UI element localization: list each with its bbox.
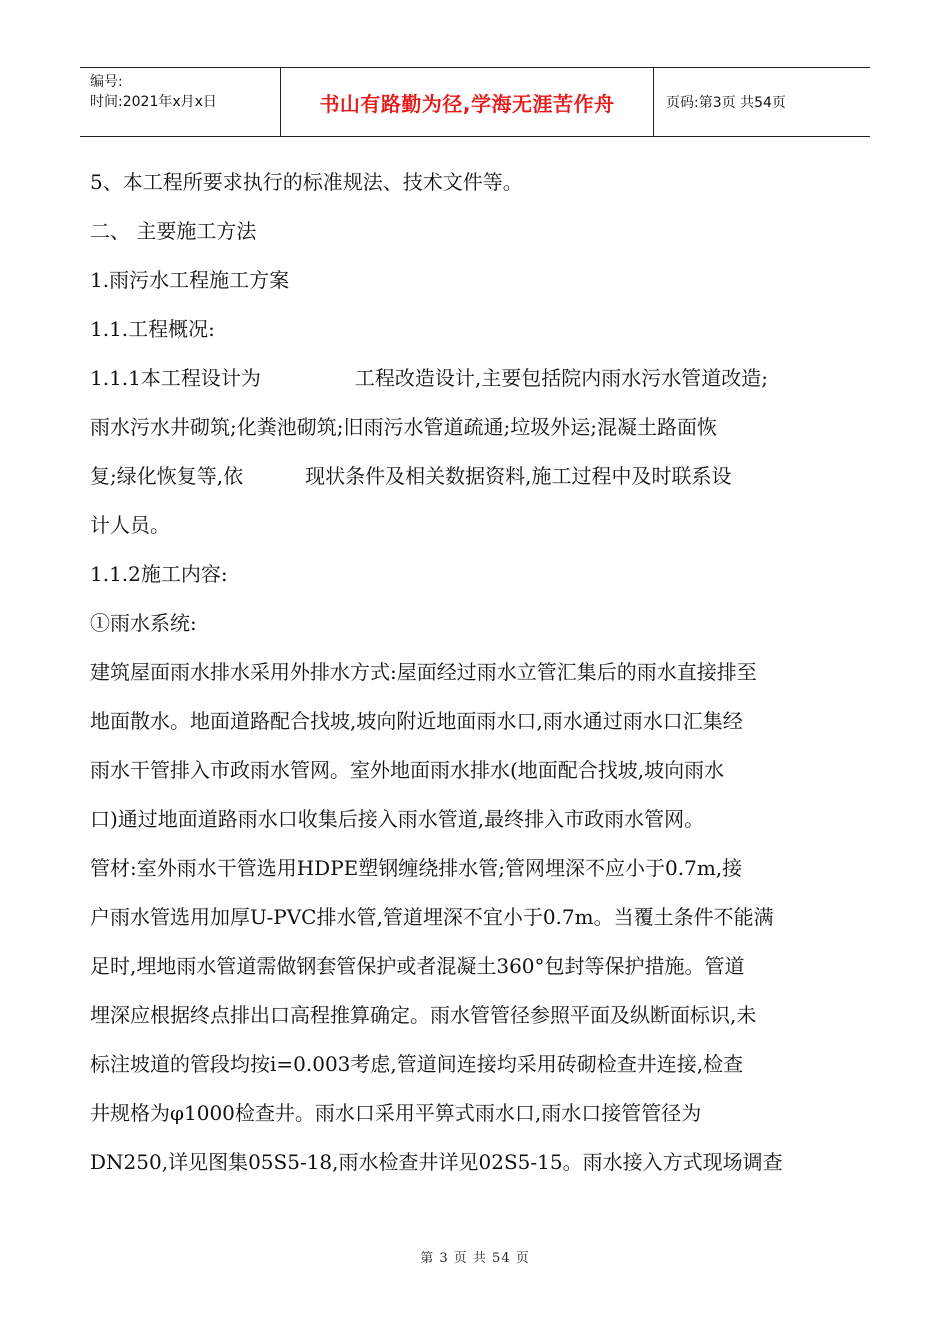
body-line: 管材:室外雨水干管选用HDPE塑钢缠绕排水管;管网埋深不应小于0.7m,接 <box>90 856 743 880</box>
body-line <box>90 354 870 403</box>
body-line-part: 复;绿化恢复等,依 <box>90 464 244 488</box>
document-body <box>90 158 870 1187</box>
body-line-part: 1.1.1本工程设计为 <box>90 366 261 390</box>
body-line: DN250,详见图集05S5-18,雨水检查井详见02S5-15。雨水接入方式现场调查 <box>90 1150 783 1174</box>
subsection-heading: 1.雨污水工程施工方案 <box>90 268 290 292</box>
body-line-part: 工程改造设计,主要包括院内雨水污水管道改造; <box>354 366 768 390</box>
subsection-heading: ①雨水系统: <box>90 611 197 635</box>
header-motto: 书山有路勤为径,学海无涯苦作舟 <box>280 68 654 136</box>
body-line: 地面散水。地面道路配合找坡,坡向附近地面雨水口,雨水通过雨水口汇集经 <box>90 709 743 733</box>
body-line: 计人员。 <box>90 513 170 537</box>
body-line: 井规格为φ1000检查井。雨水口采用平箅式雨水口,雨水口接管管径为 <box>90 1101 702 1125</box>
body-line: 雨水干管排入市政雨水管网。室外地面雨水排水(地面配合找坡,坡向雨水 <box>90 758 725 782</box>
body-line: 标注坡道的管段均按i=0.003考虑,管道间连接均采用砖砌检查井连接,检查 <box>90 1052 744 1076</box>
body-line: 建筑屋面雨水排水采用外排水方式:屋面经过雨水立管汇集后的雨水直接排至 <box>90 660 757 684</box>
header-meta <box>80 68 280 136</box>
page-footer: 第 3 页 共 54 页 <box>420 1251 530 1266</box>
body-line: 户雨水管选用加厚U-PVC排水管,管道埋深不宜小于0.7m。当覆土条件不能满 <box>90 905 774 929</box>
subsection-heading: 1.1.2施工内容: <box>90 562 228 586</box>
body-line: 雨水污水井砌筑;化粪池砌筑;旧雨污水管道疏通;垃圾外运;混凝土路面恢 <box>90 415 717 439</box>
section-heading: 二、 主要施工方法 <box>90 219 257 243</box>
header-page-code: 页码:第3页 共54页 <box>666 95 786 111</box>
body-line: 口)通过地面道路雨水口收集后接入雨水管道,最终排入市政雨水管网。 <box>90 807 705 831</box>
body-line-part: 现状条件及相关数据资料,施工过程中及时联系设 <box>305 464 732 488</box>
document-time-label: 时间:2021年x月x日 <box>90 94 217 110</box>
subsection-heading: 1.1.工程概况: <box>90 317 215 341</box>
body-line: 5、本工程所要求执行的标准规法、技术文件等。 <box>90 170 523 194</box>
page-header <box>80 67 870 137</box>
body-line: 足时,埋地雨水管道需做钢套管保护或者混凝土360°包封等保护措施。管道 <box>90 954 745 978</box>
body-line: 埋深应根据终点排出口高程推算确定。雨水管管径参照平面及纵断面标识,未 <box>90 1003 757 1027</box>
body-line <box>90 452 870 501</box>
document-number-label: 编号: <box>90 74 123 90</box>
